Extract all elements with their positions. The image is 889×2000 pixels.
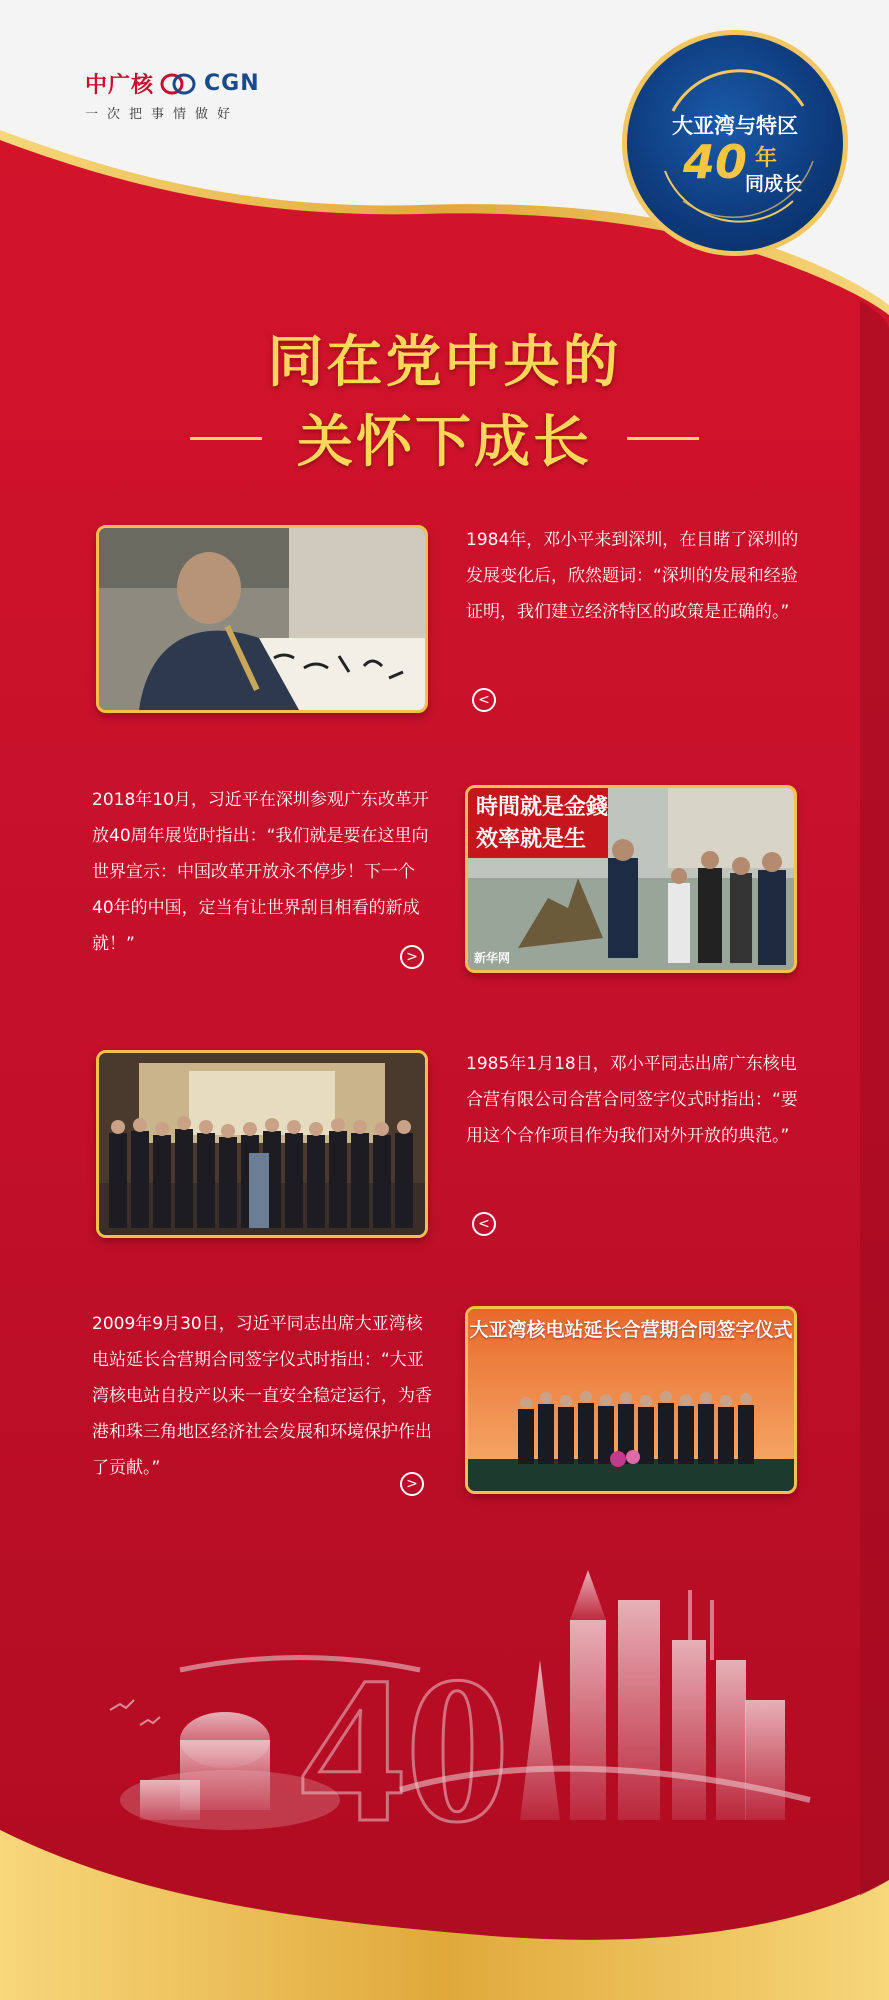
item2-arrow-button[interactable]: > bbox=[400, 945, 424, 969]
photo-exhibition bbox=[465, 785, 797, 973]
page-title-line1: 同在党中央的 bbox=[267, 330, 622, 395]
photo-group bbox=[96, 1050, 428, 1238]
title-left-rule bbox=[190, 437, 262, 440]
badge-line1: 大亚湾与特区 bbox=[672, 114, 798, 138]
badge-number: 40 bbox=[683, 135, 748, 189]
cgn-logo bbox=[85, 68, 260, 122]
item4-arrow-button[interactable]: > bbox=[400, 1472, 424, 1496]
photo-signing-ceremony bbox=[465, 1306, 797, 1494]
photo-banner-text: 大亚湾核电站延长合营期合同签字仪式 bbox=[469, 1319, 793, 1341]
page-title-line2: 关怀下成长 bbox=[297, 410, 592, 475]
logo-en-text: CGN bbox=[204, 71, 260, 96]
title-right-rule bbox=[627, 437, 699, 440]
item1-arrow-button[interactable]: < bbox=[472, 688, 496, 712]
photo-watermark: 新华网 bbox=[474, 951, 511, 965]
item1-text: 1984年，邓小平来到深圳，在目睹了深圳的发展变化后，欣然题词：“深圳的发展和经验证明，我们建立经济特区的政策是正确的。” bbox=[466, 530, 799, 622]
skyline-number: 40 bbox=[300, 1634, 510, 1866]
anniversary-badge bbox=[622, 30, 848, 256]
item2-text: 2018年10月，习近平在深圳参观广东改革开放40周年展览时指出：“我们就是要在这里向世界宣示：中国改革开放永不停步！下一个40年的中国，定当有让世界刮目相看的新成就！” bbox=[92, 790, 429, 954]
item3-arrow-button[interactable]: < bbox=[472, 1212, 496, 1236]
logo-cn-text: 中广核 bbox=[85, 73, 155, 98]
photo-sign2: 效率就是生 bbox=[476, 826, 587, 851]
photo-sign1: 時間就是金錢 bbox=[476, 794, 609, 819]
badge-unit: 年 bbox=[755, 146, 778, 171]
item3-text: 1985年1月18日，邓小平同志出席广东核电合营有限公司合营合同签字仪式时指出：“要用这个合作项目作为我们对外开放的典范。” bbox=[466, 1054, 798, 1146]
logo-slogan: 一次把事情做好 bbox=[85, 107, 240, 122]
badge-line3: 同成长 bbox=[745, 173, 803, 195]
item4-text: 2009年9月30日，习近平同志出席大亚湾核电站延长合营期合同签字仪式时指出：“大亚湾核电站自投产以来一直安全稳定运行，为香港和珠三角地区经济社会发展和环境保护作出了贡献。” bbox=[92, 1314, 432, 1478]
cgn-mark-icon bbox=[160, 73, 198, 95]
photo-calligraphy bbox=[96, 525, 428, 713]
